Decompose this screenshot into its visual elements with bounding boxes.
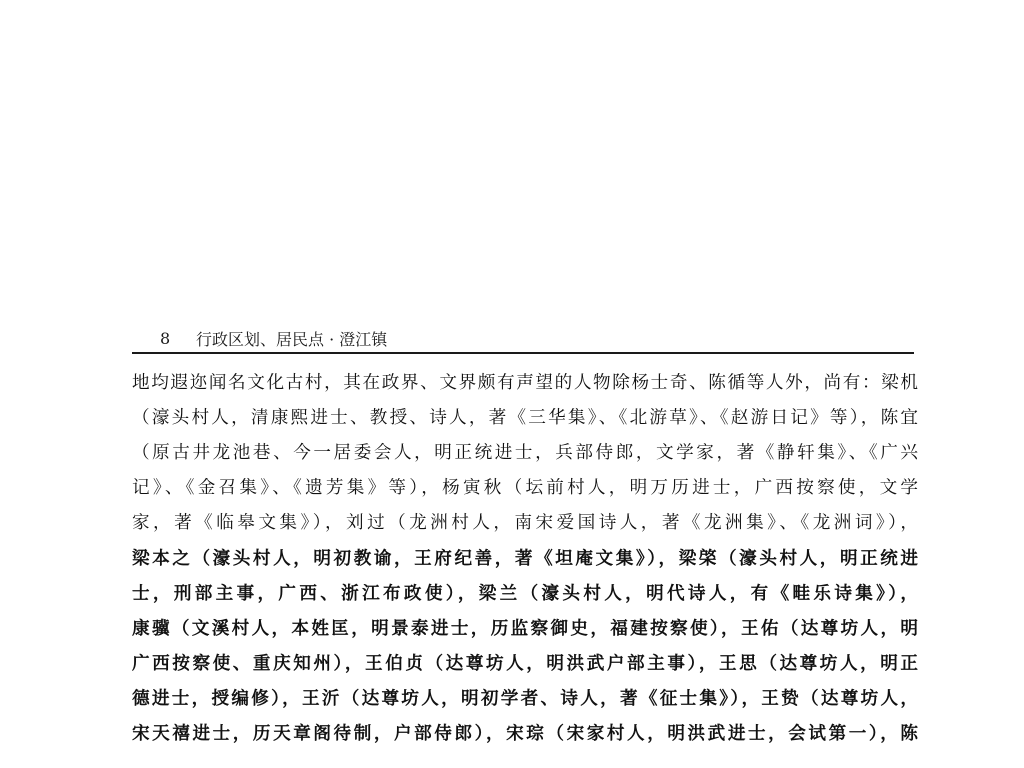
- running-head: [160, 326, 387, 350]
- text-line: 宋天禧进士，历天章阁待制，户部侍郎），宋琮（宋家村人，明洪武进士，会试第一），陈: [132, 723, 918, 744]
- running-title: 行政区划、居民点 · 澄江镇: [196, 329, 388, 349]
- text-line: （濠头村人，清康熙进士、教授、诗人，著《三华集》、《北游草》、《赵游日记》等），陈宜: [132, 408, 918, 428]
- text-line: 康骥（文溪村人，本姓匡，明景泰进士，历监察御史，福建按察使），王佑（达尊坊人，明: [132, 618, 918, 639]
- header-rule: [132, 352, 914, 354]
- page-number: 8: [160, 328, 171, 348]
- text-line: 广西按察使、重庆知州），王伯贞（达尊坊人，明洪武户部主事），王思（达尊坊人，明正: [132, 653, 918, 674]
- text-line: 士，刑部主事，广西、浙江布政使），梁兰（濠头村人，明代诗人，有《畦乐诗集》），: [132, 583, 918, 604]
- text-line: （原古井龙池巷、今一居委会人，明正统进士，兵部侍郎，文学家，著《静轩集》、《广兴: [132, 443, 918, 463]
- text-line: 家，著《临皋文集》），刘过（龙洲村人，南宋爱国诗人，著《龙洲集》、《龙洲词》），: [132, 513, 918, 533]
- text-line: 梁本之（濠头村人，明初教谕，王府纪善，著《坦庵文集》），梁棨（濠头村人，明正统进: [132, 548, 918, 569]
- text-line: 记》、《金召集》、《遗芳集》等），杨寅秋（坛前村人，明万历进士，广西按察使，文学: [132, 478, 918, 498]
- body-text: [132, 366, 918, 751]
- text-line: 地均遐迩闻名文化古村，其在政界、文界颇有声望的人物除杨士奇、陈循等人外，尚有：梁机: [132, 373, 918, 393]
- text-line: 德进士，授编修），王沂（达尊坊人，明初学者、诗人，著《征士集》），王贽（达尊坊人，: [132, 688, 918, 709]
